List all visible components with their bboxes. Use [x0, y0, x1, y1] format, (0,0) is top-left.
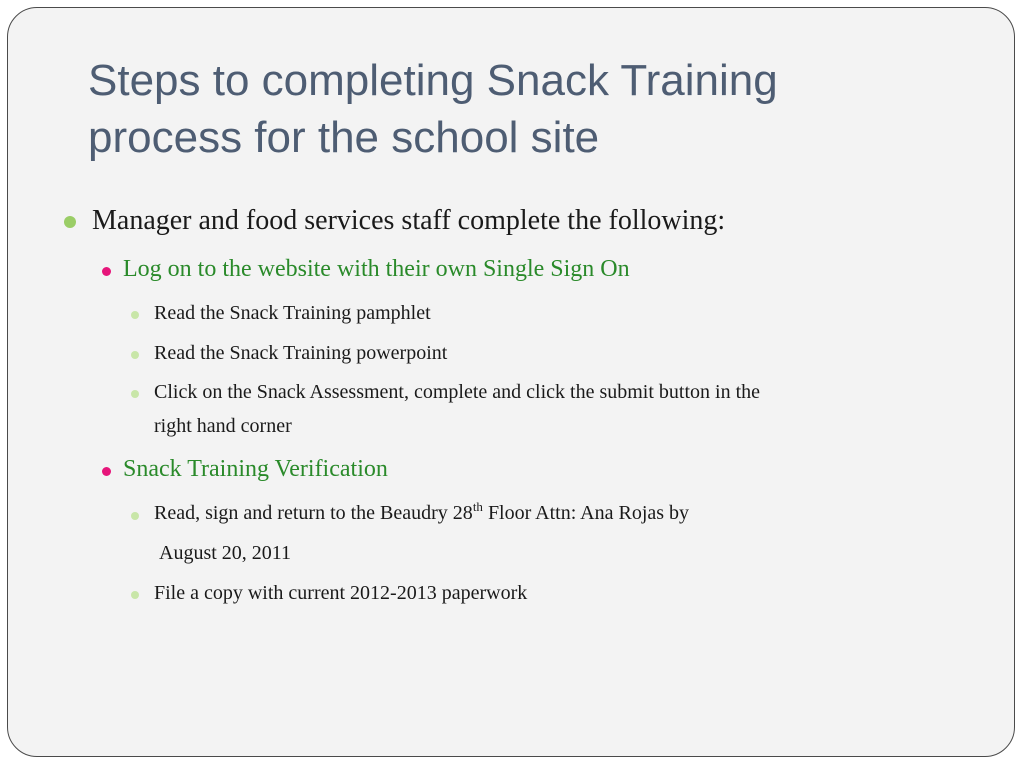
read-sign-text-end: Floor Attn: Ana Rojas by	[482, 502, 690, 524]
title-line-1: Steps to completing Snack Training	[88, 56, 778, 105]
bullet-icon	[131, 512, 139, 520]
bullet-read-sign	[154, 499, 690, 525]
bullet-logon: Log on to the website with their own Single Sign On	[123, 256, 630, 282]
bullet-icon	[64, 216, 76, 228]
bullet-click-assessment: Click on the Snack Assessment, complete and click the submit button in the	[154, 381, 761, 403]
bullet-read-powerpoint: Read the Snack Training powerpoint	[154, 342, 448, 364]
bullet-date: August 20, 2011	[159, 542, 292, 564]
bullet-icon	[102, 467, 111, 476]
ordinal-suffix: th	[472, 499, 483, 514]
bullet-file-copy: File a copy with current 2012-2013 paperwork	[154, 582, 528, 604]
bullet-read-pamphlet: Read the Snack Training pamphlet	[154, 302, 431, 324]
bullet-icon	[131, 351, 139, 359]
title-line-2: process for the school site	[88, 113, 600, 162]
bullet-icon	[131, 591, 139, 599]
bullet-verification: Snack Training Verification	[123, 456, 388, 482]
bullet-manager: Manager and food services staff complete the following:	[92, 205, 726, 236]
bullet-icon	[102, 267, 111, 276]
bullet-icon	[131, 311, 139, 319]
read-sign-text: Read, sign and return to the Beaudry 28	[154, 502, 473, 524]
bullet-click-assessment-cont: right hand corner	[154, 415, 292, 437]
bullet-icon	[131, 390, 139, 398]
